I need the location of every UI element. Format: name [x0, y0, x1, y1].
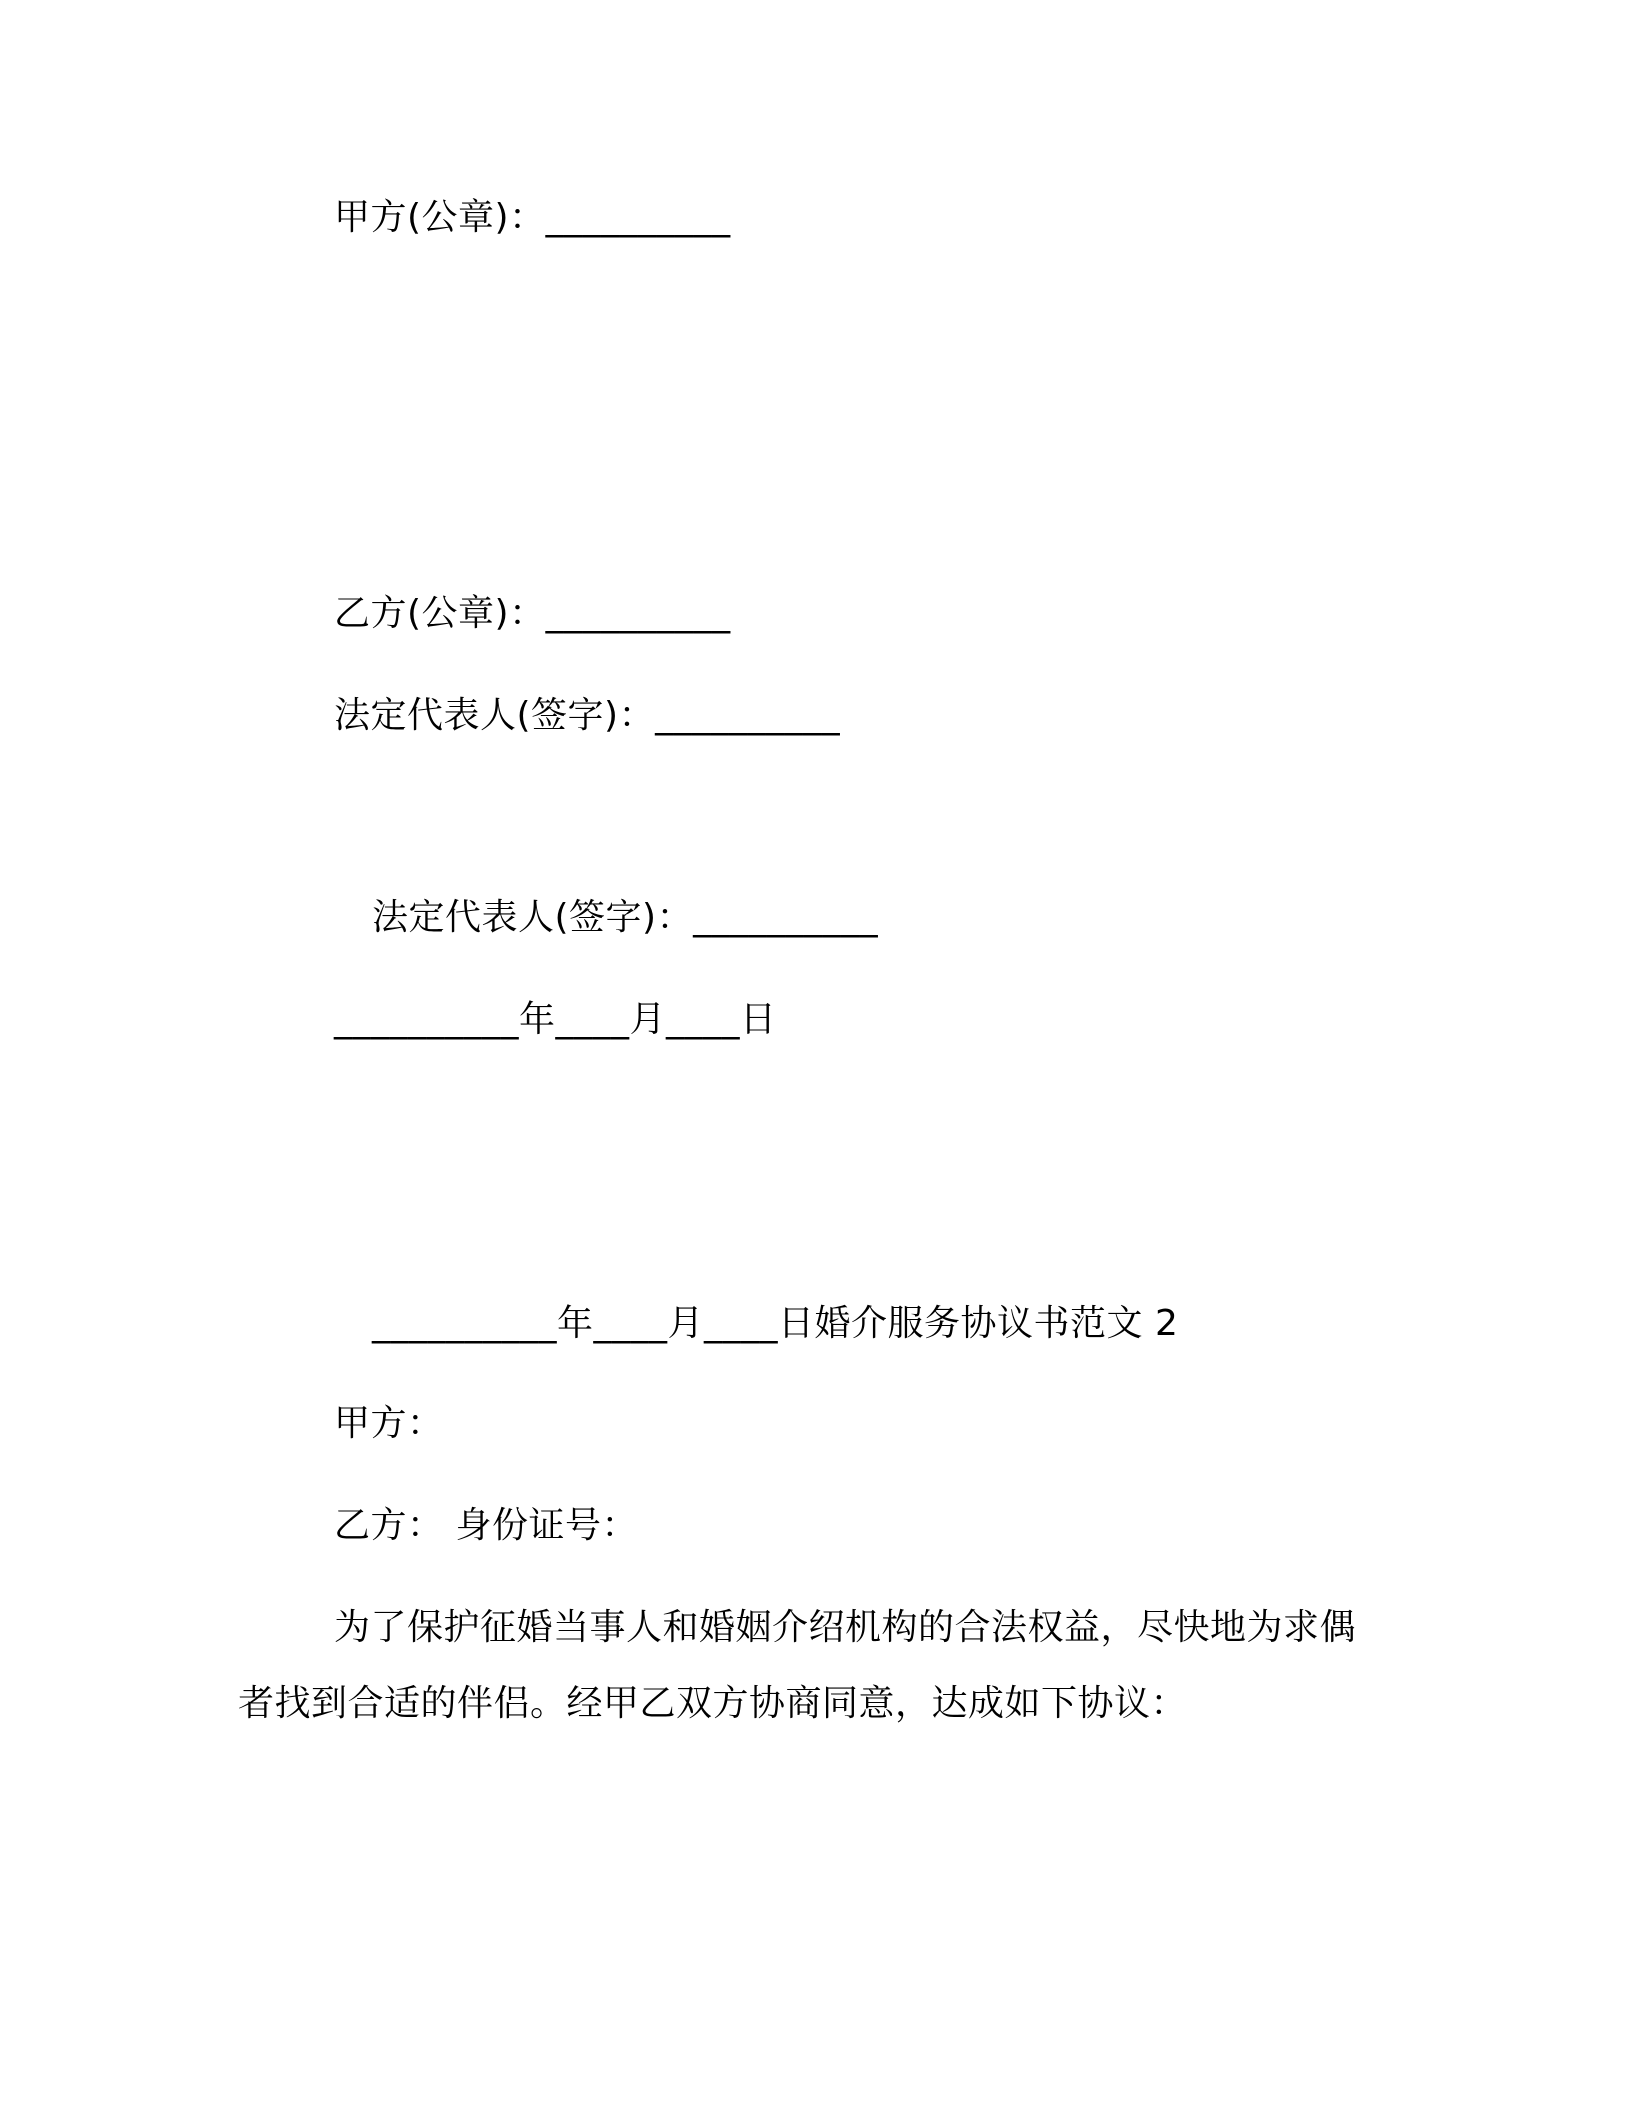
legal-representative-line-2: 法定代表人(签字)：__________: [372, 897, 879, 938]
legal-representative-line-1: 法定代表人(签字)：__________: [334, 695, 841, 736]
intro-paragraph-line-1: 为了保护征婚当事人和婚姻介绍机构的合法权益，尽快地为求偶: [334, 1607, 1357, 1648]
party-b-seal-line: 乙方(公章)：__________: [334, 593, 731, 634]
party-b-id-line: 乙方： 身份证号：: [334, 1505, 638, 1546]
section-title: __________年____月____日婚介服务协议书范文 2: [372, 1303, 1179, 1344]
date-line: __________年____月____日: [334, 999, 777, 1040]
party-a-seal-line: 甲方(公章)：__________: [334, 197, 731, 238]
party-a-line: 甲方：: [334, 1403, 444, 1444]
intro-paragraph-line-2: 者找到合适的伴侣。经甲乙双方协商同意，达成如下协议：: [238, 1683, 1188, 1724]
